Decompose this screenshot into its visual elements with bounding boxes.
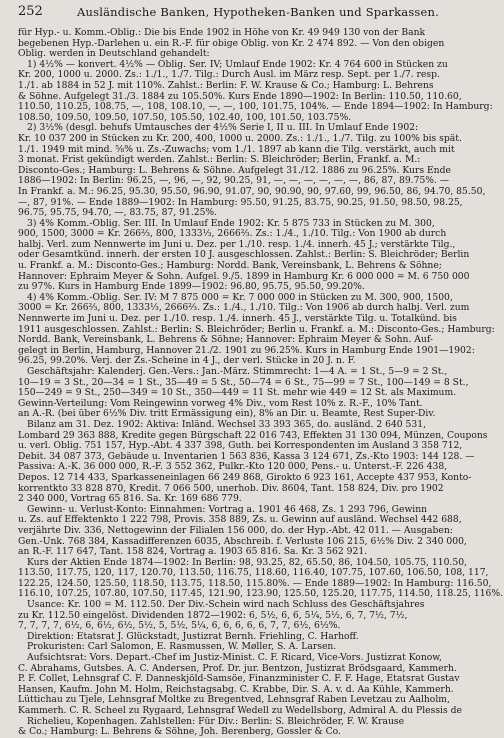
text-line: halbj. Verl. zum Nennwerte im Juni u. Dez. per 1./10. resp. 1./4. innerh. 45 J.; verstärkte Tilg.,	[18, 238, 456, 250]
text-line: Hansen, Kaufm. John M. Holm, Reichstagsabg. C. Krabbe, Dir. S. A. v. d. Aa Kühle, Kammerh.	[18, 683, 454, 695]
text-line: Gewinn-Verteilung: Vom Reingewinn vorweg 4% Div., vom Rest 10% z. R.-F., 10% Tant.	[18, 397, 423, 409]
text-line: Richelieu, Kopenhagen. Zahlstellen: Für Div.: Berlin: S. Bleichröder, F. W. Krause	[27, 715, 405, 727]
text-line: Passiva: A.-K. 36 000 000, R.-F. 3 552 362, Pulkr.-Kto 120 000, Pens.- u. Unterst.-F. 226 438,	[18, 461, 448, 473]
text-line: Aufsichtsrat: Vors. Depart.-Chef im Justiz-Minist. C. F. Ricard, Vice-Vors. Justizrat Konow,	[27, 652, 442, 664]
text-line: 108.50, 109.50, 109.50, 107.50, 105.50, 102.40, 100, 101.50, 103.75%.	[18, 111, 352, 123]
text-line: P. F. Collet, Lehnsgraf C. F. Danneskjöld-Samsöe, Finanzminister C. F. F. Hage, Etatsrat Gustav	[18, 673, 460, 685]
text-line: In Frankf. a. M.: 96.25, 95.30, 95.50, 96.90, 91.07, 90, 90.90, 90, 97.60, 99, 96.50, 86, 94.70, 85.50,	[18, 185, 486, 197]
text-line: —, 87, 91%. — Ende 1889—1902: In Hamburg: 95.50, 91.25, 83.75, 90.25, 91.50, 98.50, 98.25,	[18, 196, 463, 208]
text-line: zu Kr. 112.50 eingelöst. Dividenden 1872—1902: 6, 5½, 6, 6, 5¼, 5½, 6, 7, 7½, 7½,	[18, 609, 408, 621]
text-line: an R.-F. 117 647, Tant. 158 824, Vortrag a. 1903 65 816. Sa. Kr. 3 562 921.	[18, 546, 368, 558]
page-header	[18, 4, 498, 20]
text-line: 900, 1500, 3000 = Kr. 266⅔, 800, 1333⅓, 2666⅔. Zs.: 1./4., 1./10. Tilg.: Von 1900 ab durch	[18, 228, 447, 240]
text-line: 110.50, 110.25, 108.75, —, 108, 108.10, —, —, 100, 101.75, 104%. — Ende 1894—1902: In Hamburg:	[18, 101, 493, 113]
text-line: 96.25, 99.20%. Verj. der Zs.-Scheine in 4 J., der verl. Stücke in 20 J. n. F.	[18, 355, 356, 367]
text-line: 96.75, 95.75, 94.70, —, 83.75, 87, 91.25%.	[18, 207, 218, 219]
text-line: für Hyp.- u. Komm.-Oblig.: Die bis Ende 1902 in Höhe von Kr. 49 949 130 von der Bank	[18, 27, 426, 38]
text-line: 2) 3½% (desgl. behufs Umtausches der 4½% Serie I, II u. III. In Umlauf Ende 1902:	[27, 122, 419, 134]
text-line: & Söhne. Aufgelegt 31./3. 1884 zu 105.50%. Kurs Ende 1890—1902: In Berlin: 110.50, 110.60,	[18, 90, 462, 102]
text-line: Lombard 29 363 888, Kredite gegen Bürgschaft 22 016 743, Effekten 31 130 094, Münzen, Coupons	[18, 429, 488, 441]
text-line: oder Gesamtkünd. innerh. der ersten 10 J. ausgeschlossen. Zahlst.: Berlin: S. Bleichröder; Berlin	[18, 249, 470, 261]
text-line: u. verl. Oblig. 751 157, Hyp.-Abt. 4 337 398, Guth. bei Korrespondenten im Ausland 3 358 712,	[18, 440, 463, 452]
text-line: Kr. 10 037 200 in Stücken zu Kr. 200, 400, 1000 u. 2000. Zs.: 1./1., 1./7. Tilg. zu 100% bis spät.	[18, 132, 462, 144]
body-text	[18, 28, 502, 738]
page-number: 252	[18, 4, 43, 19]
text-line: Disconto-Ges.; Hamburg: L. Behrens & Söhne. Aufgelegt 31./12. 1886 zu 96.25%. Kurs Ende	[18, 164, 451, 176]
text-line: & Co.; Hamburg: L. Behrens & Söhne, Joh. Berenberg, Gossler & Co.	[18, 726, 341, 738]
text-line: 1./1. ab 1884 in 52 J. mit 110%. Zahlst.: Berlin: F. W. Krause & Co.; Hamburg: L. Behrens	[18, 79, 434, 91]
text-line: Usance: Kr. 100 = M. 112.50. Der Div.-Schein wird nach Schluss des Geschäftsjahres	[27, 599, 425, 611]
text-line: 116.10, 107.25, 107.80, 107.50, 117.45, 121.90, 123.90, 125.50, 125.20, 117.75, 114.50, 118.25, 116%.	[18, 588, 504, 600]
text-line: an A.-R. (bei über 6½% Div. tritt Ermässigung ein), 8% an Dir. u. Beamte, Rest Super-Div.	[18, 408, 436, 420]
text-line: 2 340 000, Vortrag 65 816. Sa. Kr. 169 686 779.	[18, 493, 242, 505]
text-line: Kurs der Aktien Ende 1874—1902: In Berlin: 98, 93.25, 82, 65.50, 86, 104.50, 105.75, 110.50,	[27, 556, 467, 568]
text-line: verjährte Div. 336, Nettogewinn der Filialen 156 000, do. der Hyp.-Abt. 42 011. — Ausgaben:	[18, 524, 453, 536]
text-line: Geschäftsjahr: Kalenderj. Gen.-Vers.: Jan.-März. Stimmrecht: 1—4 A. = 1 St., 5—9 = 2 St.,	[27, 366, 448, 377]
text-line: 122.25, 124.50, 125.50, 118.50, 113.75, 118.50, 115.80%. — Ende 1889—1902: In Hamburg: 116.50,	[18, 577, 492, 589]
text-line: 10—19 = 3 St., 20—34 = 1 St., 35—49 = 5 St., 50—74 = 6 St., 75—99 = 7 St., 100—149 = 8 St.,	[18, 376, 469, 388]
text-line: Bilanz am 31. Dez. 1902: Aktiva: Inländ. Wechsel 33 393 365, do. ausländ. 2 640 531,	[27, 418, 427, 430]
text-line: 1911 ausgeschlossen. Zahlst.: Berlin: S. Bleichröder; Berlin u. Frankf. a. M.: Disconto-Ges.; Hamburg:	[18, 323, 495, 335]
running-title: Ausländische Banken, Hypotheken-Banken und Sparkassen.	[77, 5, 439, 19]
text-line: 1) 4½% — konvert. 4½% — Oblig. Ser. IV; Umlauf Ende 1902: Kr. 4 764 600 in Stücken zu	[27, 58, 448, 70]
text-line: begebenen Hyp.-Darlehen u. ein R.-F. für obige Oblig. von Kr. 2 474 892. — Von den obigen	[18, 37, 445, 49]
text-line: Nordd. Bank, Vereinsbank, L. Behrens & Söhne; Hannover: Ephraim Meyer & Sohn. Auf-	[18, 334, 434, 346]
text-line: Prokuristen: Carl Salomon, E. Rasmussen, W. Møller, S. A. Larsen.	[27, 641, 337, 653]
text-line: Gewinn- u. Verlust-Konto: Einnahmen: Vortrag a. 1901 46 468, Zs. 1 293 796, Gewinn	[27, 503, 428, 515]
text-line: korrentkto 33 828 870, Kredit. 7 066 500, unerhob. Div. 8604, Tant. 158 824, Div. pro 1902	[18, 482, 444, 494]
text-line: Direktion: Etatsrat J. Glückstadt, Justizrat Bernh. Friehling, C. Harhoff.	[27, 630, 359, 642]
text-line: 7, 7, 7, 7, 6½, 6, 6½, 6½, 5½, 5, 5½, 5¼, 6, 6, 6, 6, 6, 7, 7, 6½, 6½%.	[18, 620, 341, 632]
text-line: 3) 4% Komm.-Oblig. Ser. III. In Umlauf Ende 1902: Kr. 5 875 733 in Stücken zu M. 300,	[27, 217, 435, 229]
text-line: Oblig. werden in Deutschland gehandelt:	[18, 48, 210, 60]
text-line: Kammerh. C. R. Scheel zu Rygaard, Lehnsgraf Wedell zu Wedellsborg, Admiral A. du Plessis de	[18, 705, 462, 716]
text-line: Hannover: Ephraim Meyer & Sohn. Aufgel. 9./5. 1899 in Hamburg Kr. 6 000 000 = M. 6 750 000	[18, 270, 470, 282]
text-line: 3000 = Kr. 266⅔, 800, 1333⅓, 2666⅔. Zs.: 1./4., 1./10. Tilg.: Von 1906 ab durch halbj. Verl. zum	[18, 302, 470, 314]
text-line: 3 monat. Frist gekündigt werden. Zahlst.: Berlin: S. Bleichröder; Berlin, Frankf. a. M.:	[18, 154, 421, 166]
text-line: gelegt in Berlin, Hamburg, Hannover 21./2. 1901 zu 96.25%. Kurs in Hamburg Ende 1901—1902:	[18, 344, 475, 356]
text-line: 1886—1902: In Berlin: 96.25, —, 96, —, 92, 90.25, 91, —, —, —, —, —, —, 86, 87, 89.75%. —	[18, 175, 450, 187]
text-line: 150—249 = 9 St., 250—349 = 10 St., 350—449 = 11 St. mehr wie 449 = 12 St. als Maximum.	[18, 387, 457, 399]
text-line: 1./1. 1949 mit mind. ⅝% u. Zs.-Zuwachs; vom 1./1. 1897 ab kann die Tilg. verstärkt, auch mit	[18, 143, 455, 155]
text-line: 4) 4% Komm.-Oblig. Ser. IV: M 7 875 000 = Kr. 7 000 000 in Stücken zu M. 300, 900, 1500,	[27, 291, 453, 303]
text-line: u. Frankf. a. M.: Disconto-Ges.; Hamburg: Nordd. Bank, Vereinsbank, L. Behrens & Söhne;	[18, 260, 442, 272]
text-line: 113.50, 117.75, 120, 117, 120.70, 113.50, 116.75, 118.60, 116.40, 107.75, 107.60, 106.50, 108, 117,	[18, 567, 489, 579]
text-line: Debit. 34 087 373, Gebäude u. Inventarien 1 563 836, Kassa 3 124 671, Zs.-Kto 1903: 144 128. —	[18, 450, 475, 462]
text-line: Gen.-Unk. 768 384, Kassadifferenzen 6035, Abschreib. f. Verluste 106 215, 6½% Div. 2 340 000,	[18, 535, 467, 547]
text-line: Depos. 12 714 433, Sparkasseneinlagen 66 249 868, Girokto 6 923 161, Accepte 437 953, Konto-	[18, 471, 472, 483]
text-line: u. Zs. auf Effektenkto 1 222 798, Provis. 358 889, Zs. u. Gewinn auf ausländ. Wechsel 442 688,	[18, 514, 462, 526]
text-line: C. Abrahams, Gutsbes. A. C. Andersen, Prof. Dr. jur. Bentzon, Justizrat Brödsgaard, Kammerh.	[18, 662, 457, 674]
text-line: zu 97%. Kurs in Hamburg Ende 1899—1902: 96.80, 95.75, 95.50, 99.20%.	[18, 281, 365, 293]
text-line: Kr. 200, 1000 u. 2000. Zs.: 1./1., 1./7. Tilg.: Durch Ausl. im März resp. Sept. per 1./7. resp.	[18, 69, 440, 81]
text-line: Nennwerte im Juni u. Dez. per 1./10. resp. 1./4. innerh. 45 J., verstärkte Tilg. u. Totalkünd. bis	[18, 313, 457, 325]
text-line: Lüttichau zu Tjele, Lehnsgraf Moltke zu Bregentved, Lehnsgraf Raben Levetzau zu Aalholm,	[18, 694, 450, 706]
